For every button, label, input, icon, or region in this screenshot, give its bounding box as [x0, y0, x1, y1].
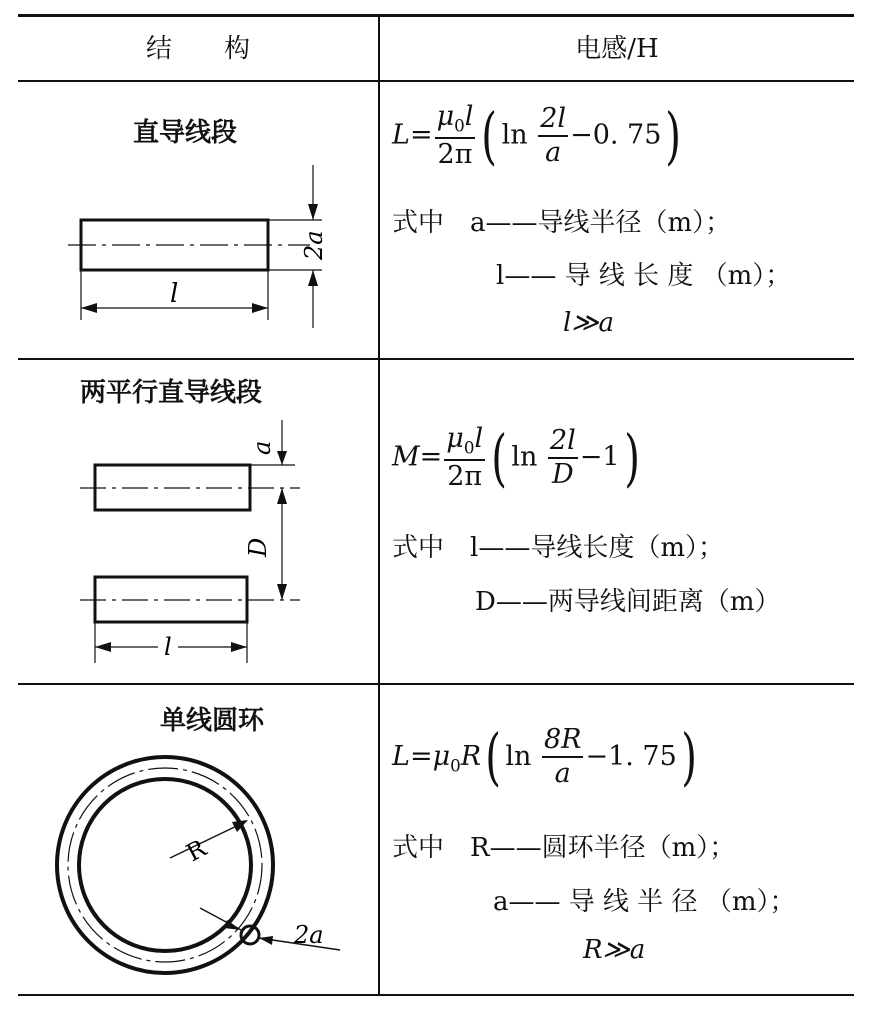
arg-denominator: a: [554, 758, 571, 790]
single-ring-figure: [40, 740, 360, 990]
arg-numerator: 2l: [538, 105, 568, 137]
outer-ring: [57, 757, 273, 973]
coef-numerator: $\mu_0l$: [444, 425, 485, 461]
row-rule-2: [18, 683, 854, 685]
formula-constant: −1: [579, 441, 620, 473]
row2-title: 两平行直导线段: [80, 378, 263, 408]
right-paren: ): [623, 421, 640, 495]
table-bottom-rule: [18, 994, 854, 996]
left-paren: (: [491, 421, 508, 495]
row3-formula: $L=\mu_0R$( ln $\frac{8R}{a}$ −1. 75): [392, 720, 697, 794]
formula-constant: −0. 75: [570, 119, 662, 151]
length-label: l: [170, 279, 179, 309]
row1-note-3: l≫a: [563, 308, 615, 338]
table-top-rule: [18, 14, 854, 17]
arg-numerator: 8R: [542, 726, 584, 758]
header-structure: 结 构: [145, 34, 250, 64]
arg-fraction: [548, 424, 578, 491]
right-paren: ): [681, 720, 697, 794]
row3-title: 单线圆环: [160, 706, 265, 736]
wire-label: 2a: [294, 921, 324, 949]
coef-denominator: 2π: [437, 138, 473, 170]
arg-denominator: a: [545, 137, 562, 169]
parallel-length-label: l: [164, 633, 172, 661]
column-divider: [378, 14, 380, 996]
coef-numerator: $\mu_0l$: [435, 103, 476, 139]
row2-note-1: 式中 l——导线长度（m）；: [392, 533, 724, 563]
row1-formula: L= $\frac{\mu_0l}{2\pi}$ ( ln $\frac{2l}{a}$ −0. 75): [392, 99, 682, 173]
radius-label: a: [248, 440, 276, 455]
distance-label: D: [244, 537, 272, 557]
ring-radius-label: R: [181, 834, 211, 868]
right-paren: ): [665, 99, 682, 173]
row-rule-1: [18, 358, 854, 360]
row3-note-1: 式中 R——圆环半径（m）；: [392, 833, 736, 863]
left-paren: (: [485, 720, 502, 794]
formula-lhs: L: [392, 740, 410, 772]
coef-denominator: 2π: [447, 460, 483, 492]
thickness-label: 2a: [300, 230, 328, 260]
row1-note-1: 式中 a——导线半径（m）；: [392, 208, 732, 238]
header-inductance: 电感/H: [575, 34, 659, 64]
ln-op: ln: [511, 441, 538, 473]
header-rule: [18, 80, 854, 82]
ln-op: ln: [501, 119, 528, 151]
row3-note-2: a—— 导 线 半 径 （m）；: [493, 887, 796, 917]
row1-title: 直导线段: [133, 118, 238, 148]
arg-numerator: 2l: [548, 427, 578, 459]
ring-centerline: [68, 768, 262, 962]
formula-constant: −1. 75: [585, 740, 677, 772]
arg-fraction: [542, 726, 584, 789]
row2-note-2: D——两导线间距离（m）: [475, 587, 781, 617]
formula-lhs: L: [392, 119, 410, 151]
ln-op: ln: [505, 740, 532, 772]
coef-fraction: [444, 425, 485, 491]
row3-note-3: R≫a: [583, 935, 646, 965]
parallel-wires-figure: [60, 415, 360, 675]
arg-fraction: [538, 102, 568, 169]
row1-note-2: l—— 导 线 长 度 （m）；: [496, 261, 792, 291]
arg-denominator: D: [552, 459, 574, 491]
straight-wire-figure: [60, 160, 360, 340]
formula-lhs: M: [392, 441, 420, 473]
left-paren: (: [481, 99, 498, 173]
coef-fraction: [435, 103, 476, 169]
row2-formula: M= $\frac{\mu_0l}{2\pi}$ ( ln $\frac{2l}{D}$ −1): [392, 421, 640, 495]
formula-coef: $\mu_0R$: [432, 740, 482, 776]
